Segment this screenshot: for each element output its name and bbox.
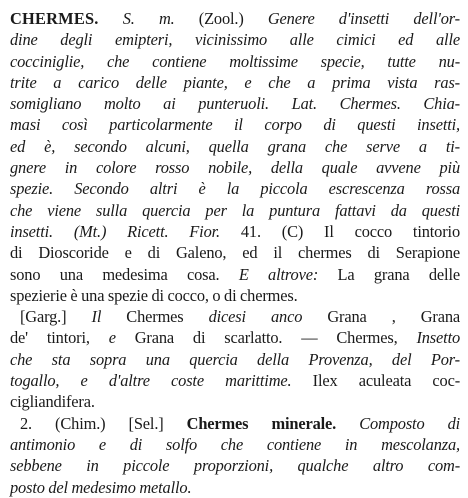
text-segment: gnere in colore rosso nobile, della quale avvene più xyxy=(10,158,460,178)
headword: CHERMES. xyxy=(10,9,99,28)
text-segment: Lat. xyxy=(291,94,317,114)
text-line xyxy=(10,370,460,391)
text-line xyxy=(10,72,460,93)
text-segment xyxy=(336,414,359,433)
text-segment: dicesi anco xyxy=(208,307,303,327)
text-segment: cigliandifera. xyxy=(10,392,95,412)
text-line xyxy=(10,221,460,242)
text-segment: ed è, secondo alcuni, quella grana che serve a ti- xyxy=(10,136,460,156)
text-segment: spezierie è una spezie di cocco, o di chermes. xyxy=(10,285,298,305)
text-segment: che viene sulla quercia per la puntura fattavi da questi xyxy=(10,200,460,220)
text-line xyxy=(10,178,460,199)
text-line xyxy=(10,306,460,327)
text-segment xyxy=(317,94,340,113)
text-segment: La grana delle xyxy=(318,264,460,284)
text-segment: 41. (C) Il cocco tintorio xyxy=(219,221,460,241)
text-line xyxy=(10,264,460,285)
text-segment: spezie. Secondo altri è la piccola escrescenza rossa xyxy=(10,179,460,199)
text-segment: Grana di scarlatto. — Chermes, xyxy=(115,328,417,348)
text-line xyxy=(10,455,460,476)
text-segment: Insetto xyxy=(416,328,461,348)
text-segment: [Garg.] xyxy=(20,307,92,327)
text-segment: sono una medesima cosa. xyxy=(10,264,239,284)
text-segment: sebbene in piccole proporzioni, qualche altro com- xyxy=(10,456,460,476)
text-line xyxy=(10,285,460,306)
text-segment: di Dioscoride e di Galeno, ed il chermes di Serapione xyxy=(10,243,460,263)
text-line xyxy=(10,51,460,72)
text-line xyxy=(10,157,460,178)
text-line xyxy=(10,349,460,370)
text-segment: posto del medesimo metallo. xyxy=(10,477,192,497)
text-segment: de' tintori, xyxy=(10,328,109,348)
text-segment: antimonio e di solfo che contiene in mescolanza, xyxy=(10,434,460,454)
text-line xyxy=(10,114,460,135)
text-segment: Il xyxy=(91,307,102,327)
text-segment: Genere d'insetti dell'or- xyxy=(267,9,460,28)
text-segment: E altrove: xyxy=(238,264,319,284)
text-segment: masi così particolarmente il corpo di questi insetti, xyxy=(10,115,460,135)
text-segment: (Zool.) xyxy=(174,9,268,28)
text-segment: Chermes. Chia- xyxy=(339,94,460,114)
text-segment: insetti. (Mt.) Ricett. Fior. xyxy=(10,221,220,241)
text-line xyxy=(10,434,460,455)
subentry-term: Chermes minerale. xyxy=(186,413,337,433)
text-line xyxy=(10,8,460,29)
text-segment: 2. (Chim.) [Sel.] xyxy=(20,413,187,433)
text-line xyxy=(10,242,460,263)
entry-text xyxy=(10,8,460,498)
text-segment: trite a carico delle piante, e che a prima vista ras- xyxy=(10,72,460,92)
text-line xyxy=(10,413,460,434)
text-segment: Ilex aculeata coc- xyxy=(291,371,461,391)
text-line xyxy=(10,93,460,114)
text-line xyxy=(10,200,460,221)
text-line xyxy=(10,391,460,412)
text-line xyxy=(10,136,460,157)
text-segment: Grana , Grana xyxy=(302,307,461,327)
text-segment: e xyxy=(108,328,116,348)
text-segment: cocciniglie, che contiene moltissime specie, tutte nu- xyxy=(10,51,460,71)
text-segment: che sta sopra una quercia della Provenza, del Por- xyxy=(10,349,460,369)
text-line xyxy=(10,29,460,50)
text-segment: dine degli emipteri, vicinissimo alle cimici ed alle xyxy=(10,30,460,50)
text-segment: Composto di xyxy=(359,413,461,433)
text-segment xyxy=(99,9,123,28)
text-line xyxy=(10,327,460,348)
text-line xyxy=(10,477,460,498)
text-segment: togallo, e d'altre coste marittime. xyxy=(10,371,292,391)
text-segment: S. m. xyxy=(122,9,175,28)
text-segment: Chermes xyxy=(101,307,209,327)
text-segment: somigliano molto ai punteruoli. xyxy=(10,94,292,114)
